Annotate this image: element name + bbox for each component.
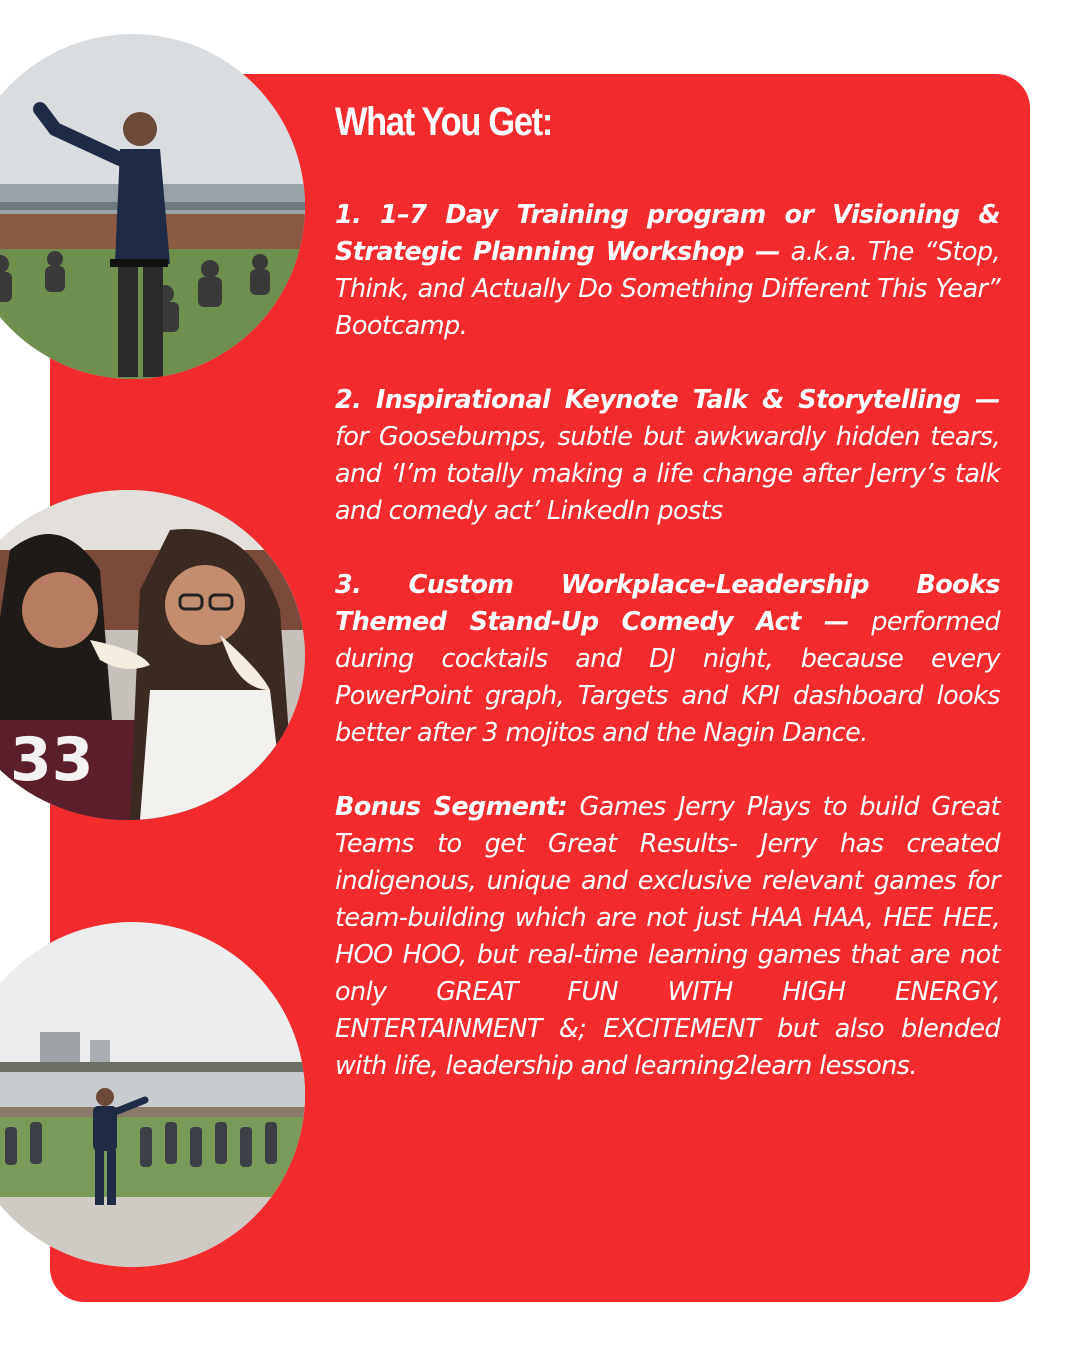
item-training-program [335,197,1000,345]
item-bonus-segment-label: Bonus Segment: [335,792,568,822]
item-comedy-act [335,567,1000,752]
page-title: What You Get: [335,100,553,144]
item-comedy-act-label: 3. Custom Workplace-Leadership Books Themed Stand-Up Comedy Act — [335,570,1000,637]
item-training-program-label: 1. 1–7 Day Training program or Visioning & Strategic Planning Workshop — [335,200,1000,267]
svg-text:33: 33 [10,725,94,795]
item-bonus-segment [335,789,1000,1085]
content-area [335,100,1000,1122]
item-comedy-act-text: performed during cocktails and DJ night, because every PowerPoint graph, Targets and KPI dashboard looks better after 3 mojitos and the Nagin Dance. [335,607,1000,748]
item-bonus-segment-text: Games Jerry Plays to build Great Teams to get Great Results- Jerry has created indigenous, unique and exclusive relevant games for team-building which are not just HAA HAA, HEE HEE, HOO HOO, but real-time learning games that are not only GREAT FUN WITH HIGH ENERGY, ENTERTAINMENT &; EXCITEMENT but also blended with life, leadership and learning2learn lessons. [335,792,1000,1081]
item-keynote-talk-text: for Goosebumps, subtle but awkwardly hidden tears, and ‘I’m totally making a life change after Jerry’s talk and comedy act’ LinkedIn posts [335,422,1000,526]
item-keynote-talk [335,382,1000,530]
item-training-program-text: a.k.a. The “Stop, Think, and Actually Do Something Different This Year” Bootcamp. [335,237,1000,341]
item-keynote-talk-label: 2. Inspirational Keynote Talk & Storytelling — [335,385,1000,415]
